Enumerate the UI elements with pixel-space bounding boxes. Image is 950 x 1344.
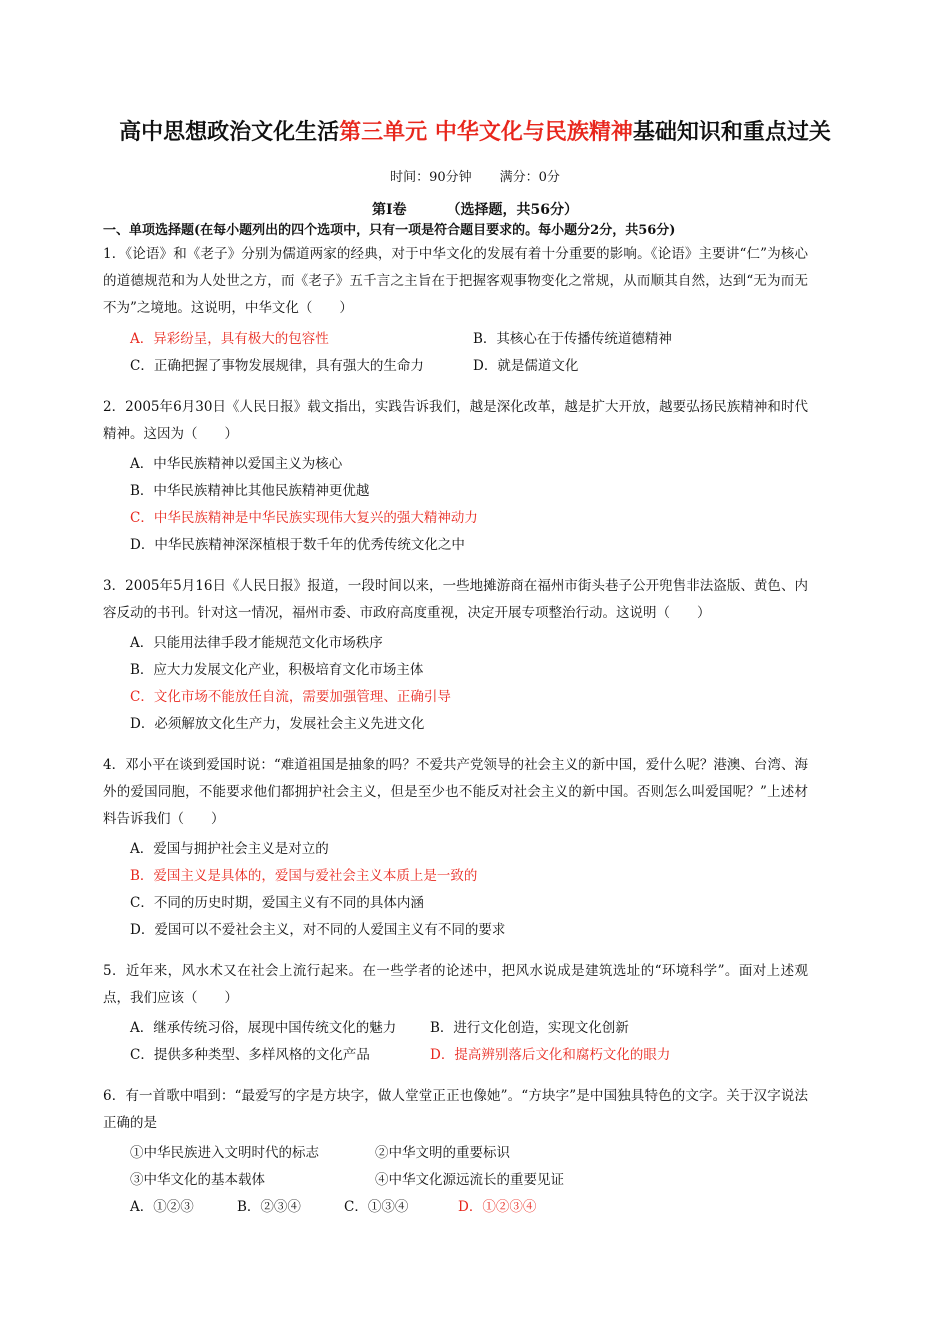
question-6-item-1: ①中华民族进入文明时代的标志 [130,1145,319,1161]
question-2-option-a: A．中华民族精神以爱国主义为核心 [130,456,343,472]
section-type: （选择题，共56分） [446,202,579,218]
question-1-stem: 1．《论语》和《老子》分别为儒道两家的经典，对于中华文化的发展有着十分重要的影响。《论语》主要讲“仁”为核心的道德规范和为人处世之方，而《老子》五千言之主旨在于把握客观事物变化之常规，从而顺其自然，达到“无为而无不为”之境地。这说明，中华文化（ ） [103,246,808,316]
question-1-option-c: C．正确把握了事物发展规律，具有强大的生命力 [130,358,424,374]
exam-time: 时间：90分钟 [390,170,472,185]
question-3-option-a: A．只能用法律手段才能规范文化市场秩序 [130,635,383,651]
question-2-option-d: D．中华民族精神深深植根于数千年的优秀传统文化之中 [130,537,465,553]
question-1-option-b: B．其核心在于传播传统道德精神 [473,331,672,347]
question-4-option-c: C．不同的历史时期，爱国主义有不同的具体内涵 [130,895,424,911]
section-heading [0,199,950,219]
question-4-option-a: A．爱国与拥护社会主义是对立的 [130,841,329,857]
question-5-stem: 5．近年来，风水术又在社会上流行起来。在一些学者的论述中，把风水说成是建筑选址的“环境科学”。面对上述观点，我们应该（ ） [103,963,808,1006]
document-title [100,118,850,147]
section-label: 第Ⅰ卷 [371,202,407,218]
question-2-stem: 2．2005年6月30日《人民日报》载文指出，实践告诉我们，越是深化改革，越是扩大开放，越要弘扬民族精神和时代精神。这因为（ ） [103,399,808,442]
question-3-stem: 3．2005年5月16日《人民日报》报道，一段时间以来，一些地摊游商在福州市街头巷子公开兜售非法盗版、黄色、内容反动的书刊。针对这一情况，福州市委、市政府高度重视，决定开展专项整治行动。这说明（ ） [103,578,808,621]
question-1-option-a: A．异彩纷呈，具有极大的包容性 [130,331,329,347]
exam-meta [0,166,950,185]
question-1-option-d: D．就是儒道文化 [473,358,579,374]
question-2-option-c: C．中华民族精神是中华民族实现伟大复兴的强大精神动力 [130,510,478,526]
question-6-item-3: ③中华文化的基本载体 [130,1172,265,1188]
question-5-option-a: A．继承传统习俗，展现中国传统文化的魅力 [130,1020,397,1036]
question-3-option-b: B．应大力发展文化产业，积极培育文化市场主体 [130,662,424,678]
question-4-stem: 4．邓小平在谈到爱国时说：“难道祖国是抽象的吗？不爱共产党领导的社会主义的新中国，爱什么呢？港澳、台湾、海外的爱国同胞，不能要求他们都拥护社会主义，但是至少也不能反对社会主义的新中国。否则怎么叫爱国呢？”上述材料告诉我们（ ） [103,757,808,827]
question-4-option-b: B．爱国主义是具体的，爱国与爱社会主义本质上是一致的 [130,868,478,884]
question-6-stem: 6．有一首歌中唱到：“最爱写的字是方块字，做人堂堂正正也像她”。“方块字”是中国独具特色的文字。关于汉字说法正确的是 [103,1088,808,1131]
question-6-item-2: ②中华文明的重要标识 [375,1145,510,1161]
question-5-option-c: C．提供多种类型、多样风格的文化产品 [130,1047,370,1063]
question-6-option-c: C．①③④ [344,1199,409,1215]
question-3-option-d: D．必须解放文化生产力，发展社会主义先进文化 [130,716,425,732]
question-6-option-d: D．①②③④ [458,1199,537,1215]
title-part-2-unit: 第三单元 中华文化与民族精神 [339,119,633,145]
question-5-option-b: B．进行文化创造，实现文化创新 [430,1020,629,1036]
question-2-option-b: B．中华民族精神比其他民族精神更优越 [130,483,370,499]
section-instructions: 一、单项选择题(在每小题列出的四个选项中，只有一项是符合题目要求的。每小题分2分，共56分) [103,223,676,238]
title-part-3: 基础知识和重点过关 [632,119,831,145]
question-3-option-c: C．文化市场不能放任自流，需要加强管理、正确引导 [130,689,451,705]
question-6-item-4: ④中华文化源远流长的重要见证 [375,1172,564,1188]
question-4-option-d: D．爱国可以不爱社会主义，对不同的人爱国主义有不同的要求 [130,922,506,938]
question-5-option-d: D．提高辨别落后文化和腐朽文化的眼力 [430,1047,671,1063]
question-6-option-a: A．①②③ [130,1199,194,1215]
question-6-option-b: B．②③④ [237,1199,301,1215]
exam-score: 满分：0分 [499,170,560,185]
title-part-1: 高中思想政治文化生活 [119,119,340,145]
